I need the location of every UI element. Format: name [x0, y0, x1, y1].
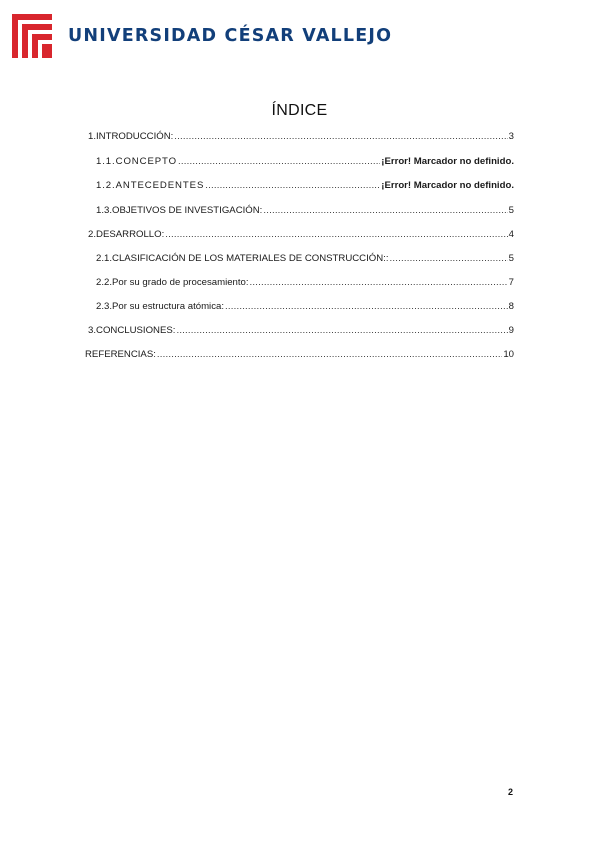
toc-entry-objetivos[interactable] — [96, 205, 514, 216]
toc-dot-leader — [390, 253, 508, 264]
toc-entry-referencias[interactable] — [85, 349, 514, 360]
toc-dot-leader — [178, 156, 380, 167]
toc-entry-concepto[interactable] — [96, 156, 514, 167]
toc-entry-number: 1.3. — [96, 205, 113, 216]
toc-entry-introduccion[interactable] — [88, 131, 514, 142]
toc-dot-leader — [174, 131, 507, 142]
page-number: 2 — [508, 787, 514, 797]
toc-entry-text: Por su grado de procesamiento: — [112, 277, 249, 288]
toc-entry-text: Por su estructura atómica: — [112, 301, 224, 312]
toc-dot-leader — [250, 277, 508, 288]
toc-dot-leader — [225, 301, 508, 312]
toc-entry-text: CONCLUSIONES: — [96, 325, 176, 336]
toc-entry-number: 1.2. — [96, 180, 116, 191]
toc-entry-page-error: ¡Error! Marcador no definido. — [381, 180, 514, 191]
toc-entry-number: 1.1. — [96, 156, 116, 167]
toc-entry-page: 7 — [508, 277, 514, 288]
toc-entry-text: CONCEPTO — [115, 156, 178, 167]
toc-entry-text: INTRODUCCIÓN: — [96, 131, 174, 142]
toc-entry-conclusiones[interactable] — [88, 325, 514, 336]
toc-entry-page-error: ¡Error! Marcador no definido. — [381, 156, 514, 167]
toc-entry-page: 5 — [508, 253, 514, 264]
toc-entry-page: 5 — [508, 205, 514, 216]
toc-entry-text: CLASIFICACIÓN DE LOS MATERIALES DE CONSTRUCCIÓN:: — [112, 253, 389, 264]
toc-entry-text: ANTECEDENTES — [115, 180, 205, 191]
toc-entry-antecedentes[interactable] — [96, 180, 514, 191]
toc-entry-text: REFERENCIAS: — [85, 349, 156, 360]
toc-entry-number: 2.1. — [96, 253, 113, 264]
toc-entry-number: 3. — [88, 325, 97, 336]
toc-entry-clasificacion[interactable] — [96, 253, 514, 264]
toc-entry-page: 10 — [503, 349, 514, 360]
toc-entry-number: 2. — [88, 229, 97, 240]
toc-entry-text: OBJETIVOS DE INVESTIGACIÓN: — [112, 205, 263, 216]
toc-entry-page: 3 — [508, 131, 514, 142]
toc-entry-desarrollo[interactable] — [88, 229, 514, 240]
toc-dot-leader — [205, 180, 380, 191]
document-header — [10, 12, 393, 60]
toc-entry-number: 1. — [88, 131, 97, 142]
toc-entry-grado-procesamiento[interactable] — [96, 277, 514, 288]
toc-title: ÍNDICE — [271, 102, 328, 119]
toc-entry-number: 2.3. — [96, 301, 113, 312]
toc-dot-leader — [176, 325, 507, 336]
toc-entry-page: 4 — [508, 229, 514, 240]
university-name: UNIVERSIDAD CÉSAR VALLEJO — [68, 26, 393, 46]
toc-entry-number: 2.2. — [96, 277, 113, 288]
ucv-shield-logo-icon — [10, 12, 54, 60]
toc-dot-leader — [263, 205, 507, 216]
toc-dot-leader — [157, 349, 502, 360]
toc-entry-estructura-atomica[interactable] — [96, 301, 514, 312]
toc-entry-text: DESARROLLO: — [96, 229, 165, 240]
toc-dot-leader — [165, 229, 507, 240]
toc-entry-page: 9 — [508, 325, 514, 336]
toc-entry-page: 8 — [508, 301, 514, 312]
